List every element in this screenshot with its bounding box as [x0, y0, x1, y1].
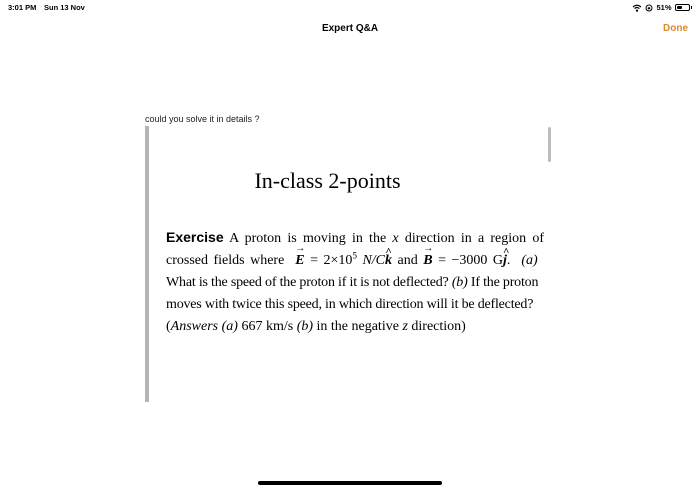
status-bar: [0, 0, 700, 16]
status-date: Sun 13 Nov: [44, 3, 85, 12]
page-title: Expert Q&A: [321, 23, 379, 34]
exercise-line-2: crossed fields where → $E = 2\times 10^5$ N/C^ k and → B = −3000 G^ j. (a): [166, 250, 544, 272]
exercise-line-3: What is the speed of the proton if it is not deflected? (b) If the proton: [166, 275, 539, 290]
battery-percent: 51%: [656, 3, 672, 12]
exercise-label: Exercise: [166, 229, 224, 245]
exercise-line-4: moves with twice this speed, in which direction will it be deflected?: [166, 297, 534, 312]
wifi-icon: [632, 4, 642, 12]
document-heading: In-class 2-points: [254, 168, 401, 193]
scroll-indicator[interactable]: [548, 127, 551, 162]
b-vector-symbol: → B: [423, 250, 432, 272]
status-indicators: [632, 3, 692, 12]
document-side-bar: [145, 126, 149, 402]
battery-tip: [691, 6, 693, 9]
answers-line: (Answers (a) 667 km/s (b) in the negative z direction): [166, 319, 466, 334]
home-indicator[interactable]: [258, 481, 442, 485]
orientation-lock-icon: [645, 4, 653, 12]
exercise-line-1: Exercise A proton is moving in the x direction in a region of: [166, 229, 545, 246]
k-unit-vector: ^ k: [385, 250, 392, 272]
exercise-text: [166, 226, 544, 338]
status-time: 3:01 PM: [8, 3, 37, 12]
question-text: could you solve it in details ?: [145, 114, 260, 124]
e-vector-symbol: → E: [295, 250, 304, 272]
battery-icon: [675, 4, 690, 11]
j-unit-vector: ^ j: [503, 250, 507, 272]
done-button[interactable]: Done: [663, 23, 688, 34]
